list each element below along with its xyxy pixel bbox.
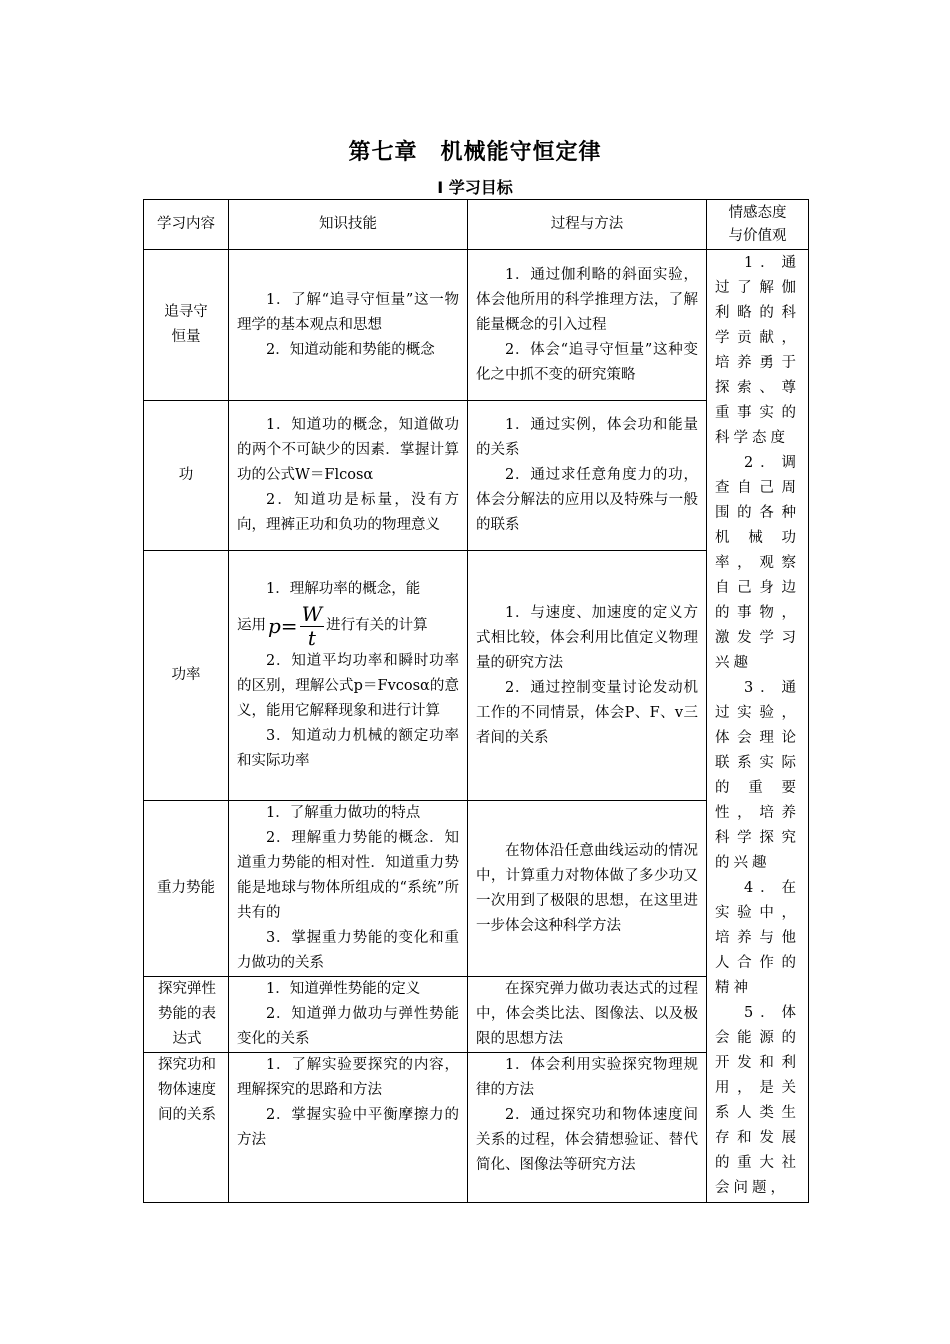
row-category: 功 <box>144 401 229 551</box>
power-formula: p= $\frac{W}{t}$ <box>268 602 323 650</box>
row-process: 1．通过伽利略的斜面实验，体会他所用的科学推理方法，了解能量概念的引入过程 2．体会“追寻守恒量”这种变化之中抓不变的研究策略 <box>468 250 707 401</box>
header-attitude: 情感态度 与价值观 <box>707 200 809 250</box>
row-process: 1．体会利用实验探究物理规律的方法 2．通过探究功和物体速度间关系的过程，体会猜想验证、替代简化、图像法等研究方法 <box>468 1053 707 1203</box>
row-category: 功率 <box>144 551 229 801</box>
learning-goals-table <box>143 199 809 1203</box>
row-knowledge: 1．知道功的概念，知道做功的两个不可缺少的因素．掌握计算功的公式W＝Flcosα 2．知道功是标量，没有方向，理裤正功和负功的物理意义 <box>229 401 468 551</box>
table-header-row <box>144 200 809 250</box>
chapter-title: 第七章 机械能守恒定律 <box>348 140 602 165</box>
row-process: 在探究弹力做功表达式的过程中，体会类比法、图像法、以及极限的思想方法 <box>468 977 707 1053</box>
header-content: 学习内容 <box>144 200 229 250</box>
row-knowledge: 1．了解实验要探究的内容，理解探究的思路和方法 2．掌握实验中平衡摩擦力的方法 <box>229 1053 468 1203</box>
row-category: 探究功和物体速度间的关系 <box>144 1053 229 1203</box>
row-knowledge: 1．理解功率的概念，能 运用 p= $\frac{W}{t}$ 进行有关的计算 2．知道平均功率和瞬时功率的区别，理解公式p＝Fvcosα的意义，能用它解释现象和进行计算 3．知道动力机械的额定功率和实际功率 <box>229 551 468 801</box>
row-knowledge: 1．知道弹性势能的定义 2．知道弹力做功与弹性势能变化的关系 <box>229 977 468 1053</box>
row-category: 追寻守恒量 <box>144 250 229 401</box>
row-process: 1．与速度、加速度的定义方式相比较，体会利用比值定义物理量的研究方法 2．通过控制变量讨论发动机工作的不同情景，体会P、F、v三者间的关系 <box>468 551 707 801</box>
attitude-cell: 1．通过了解伽利略的科学贡献，培养勇于探索、尊重事实的科学态度 2．调查自己周围的各种机械功率，观察自己身边的事物，激发学习兴趣 3．通过实验，体会理论联系实际的重要性，培养科学探究的兴趣 4．在实验中，培养与他人合作的精神 5．体会能源的开发和利用，是关系人类生存和发展的重大社会问题， <box>707 250 809 1203</box>
table-row <box>144 250 809 401</box>
power-formula-line: 运用 p= $\frac{W}{t}$ 进行有关的计算 <box>237 602 428 650</box>
row-category: 重力势能 <box>144 801 229 977</box>
row-process: 1．通过实例，体会功和能量的关系 2．通过求任意角度力的功，体会分解法的应用以及特殊与一般的联系 <box>468 401 707 551</box>
row-knowledge: 1．了解“追寻守恒量”这一物理学的基本观点和思想 2．知道动能和势能的概念 <box>229 250 468 401</box>
row-category: 探究弹性势能的表达式 <box>144 977 229 1053</box>
row-knowledge: 1．了解重力做功的特点 2．理解重力势能的概念．知道重力势能的相对性．知道重力势能是地球与物体所组成的“系统”所共有的 3．掌握重力势能的变化和重力做功的关系 <box>229 801 468 977</box>
header-process: 过程与方法 <box>468 200 707 250</box>
section-subtitle: Ⅰ 学习目标 <box>437 178 513 197</box>
header-knowledge: 知识技能 <box>229 200 468 250</box>
row-process: 在物体沿任意曲线运动的情况中，计算重力对物体做了多少功又一次用到了极限的思想，在这里进一步体会这种科学方法 <box>468 801 707 977</box>
